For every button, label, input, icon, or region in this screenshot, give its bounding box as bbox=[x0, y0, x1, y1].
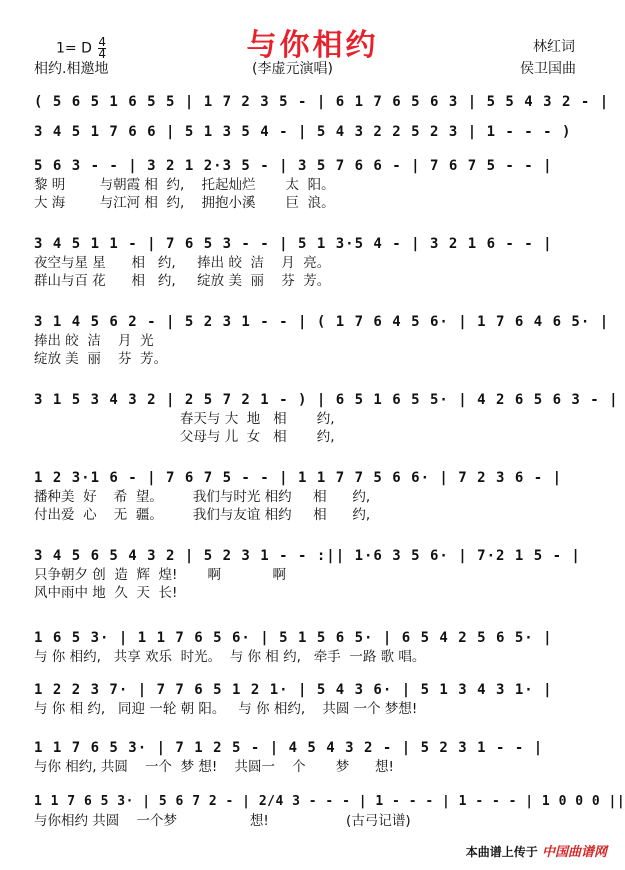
notes-line: 1 2 2 3 7· | 7 7 6 5 1 2 1· | 5 4 3 6· | 5 1 3 4 3 1· | bbox=[34, 682, 553, 698]
score-row bbox=[34, 628, 606, 666]
time-bottom: 4 bbox=[98, 47, 106, 61]
performer: (李虚元演唱) bbox=[252, 61, 333, 77]
key-signature bbox=[56, 37, 106, 60]
score-row bbox=[34, 390, 619, 446]
score-row bbox=[34, 122, 606, 142]
lyric-line: 大 海 与江河 相 约, 拥抱小溪 巨 浪。 bbox=[34, 195, 335, 211]
lyric-line: 与 你 相约, 共享 欢乐 时光。 与 你 相 约, 牵手 一路 歌 唱。 bbox=[34, 649, 426, 665]
lyric-line: 黎 明 与朝霞 相 约, 托起灿烂 太 阳。 bbox=[34, 177, 335, 193]
time-top: 4 bbox=[98, 35, 106, 49]
time-signature bbox=[98, 37, 106, 60]
score-row bbox=[34, 546, 606, 602]
brand-logo[interactable]: 中国曲谱网 bbox=[541, 845, 607, 860]
notes-line: ( 5 6 5 1 6 5 5 | 1 7 2 3 5 - | 6 1 7 6 5 6 3 | 5 5 4 3 2 - | bbox=[34, 94, 610, 110]
key-label: 1= D bbox=[56, 40, 92, 57]
score-row bbox=[34, 234, 606, 290]
lyric-line: 捧出 皎 洁 月 光 bbox=[34, 333, 154, 349]
notes-line: 3 1 4 5 6 2 - | 5 2 3 1 - - | ( 1 7 6 4 5 6· | 1 7 6 4 6 5· | bbox=[34, 314, 610, 330]
lyric-line: 与你相约 共圆 一个梦 想! (古弓记谱) bbox=[34, 813, 411, 829]
score-row bbox=[34, 738, 606, 776]
score-row bbox=[34, 792, 625, 830]
notes-line: 3 4 5 6 5 4 3 2 | 5 2 3 1 - - :|| 1·6 3 5 6· | 7·2 1 5 - | bbox=[34, 548, 581, 564]
lyric-line: 春天与 大 地 相 约, bbox=[34, 411, 335, 427]
score-row bbox=[34, 156, 606, 212]
notes-line: 1 2 3·1 6 - | 7 6 7 5 - - | 1 1 7 7 5 6 6· | 7 2 3 6 - | bbox=[34, 470, 563, 486]
score-row bbox=[34, 312, 610, 368]
notes-line: 3 1 5 3 4 3 2 | 2 5 7 2 1 - ) | 6 5 1 6 5 5· | 4 2 6 5 6 3 - | bbox=[34, 392, 619, 408]
lyric-line: 绽放 美 丽 芬 芳。 bbox=[34, 351, 168, 367]
lyric-line: 父母与 儿 女 相 约, bbox=[34, 429, 335, 445]
lyric-line: 播种美 好 希 望。 我们与时光 相约 相 约, bbox=[34, 489, 371, 505]
score-row bbox=[34, 680, 606, 718]
composer: 侯卫国曲 bbox=[520, 61, 576, 77]
song-title: 与你相约 bbox=[246, 28, 379, 63]
lyric-line: 与你 相约, 共圆 一个 梦 想! 共圆一 个 梦 想! bbox=[34, 759, 394, 775]
notes-line: 1 1 7 6 5 3· | 7 1 2 5 - | 4 5 4 3 2 - | 5 2 3 1 - - | bbox=[34, 740, 544, 756]
lyric-line: 只争朝夕 创 造 辉 煌! 啊 啊 bbox=[34, 567, 286, 583]
notes-line: 1 1 7 6 5 3· | 5 6 7 2 - | 2/4 3 - - - | 1 - - - | 1 - - - | 1 0 0 0 || bbox=[34, 794, 625, 809]
lyric-line: 付出爱 心 无 疆。 我们与友谊 相约 相 约, bbox=[34, 507, 371, 523]
lyric-line: 与 你 相 约, 同迎 一轮 朝 阳。 与 你 相约, 共圆 一个 梦想! bbox=[34, 701, 418, 717]
subtitle-left: 相约.相邀地 bbox=[34, 61, 109, 77]
lyric-line: 群山与百 花 相 约, 绽放 美 丽 芬 芳。 bbox=[34, 273, 331, 289]
footer-text: 本曲谱上传于 bbox=[465, 845, 538, 859]
lyric-line: 夜空与星 星 相 约, 捧出 皎 洁 月 亮。 bbox=[34, 255, 331, 271]
notes-line: 1 6 5 3· | 1 1 7 6 5 6· | 5 1 5 6 5· | 6 5 4 2 5 6 5· | bbox=[34, 630, 553, 646]
notes-line: 3 4 5 1 7 6 6 | 5 1 3 5 4 - | 5 4 3 2 2 5 2 3 | 1 - - - ) bbox=[34, 124, 572, 140]
lyric-line: 风中雨中 地 久 天 长! bbox=[34, 585, 178, 601]
score-row bbox=[34, 92, 610, 112]
upload-footer bbox=[466, 841, 607, 860]
notes-line: 5 6 3 - - | 3 2 1 2·3 5 - | 3 5 7 6 6 - | 7 6 7 5 - - | bbox=[34, 158, 553, 174]
score-row bbox=[34, 468, 606, 524]
notes-line: 3 4 5 1 1 - | 7 6 5 3 - - | 5 1 3·5 4 - | 3 2 1 6 - - | bbox=[34, 236, 553, 252]
lyricist: 林红词 bbox=[533, 39, 575, 55]
